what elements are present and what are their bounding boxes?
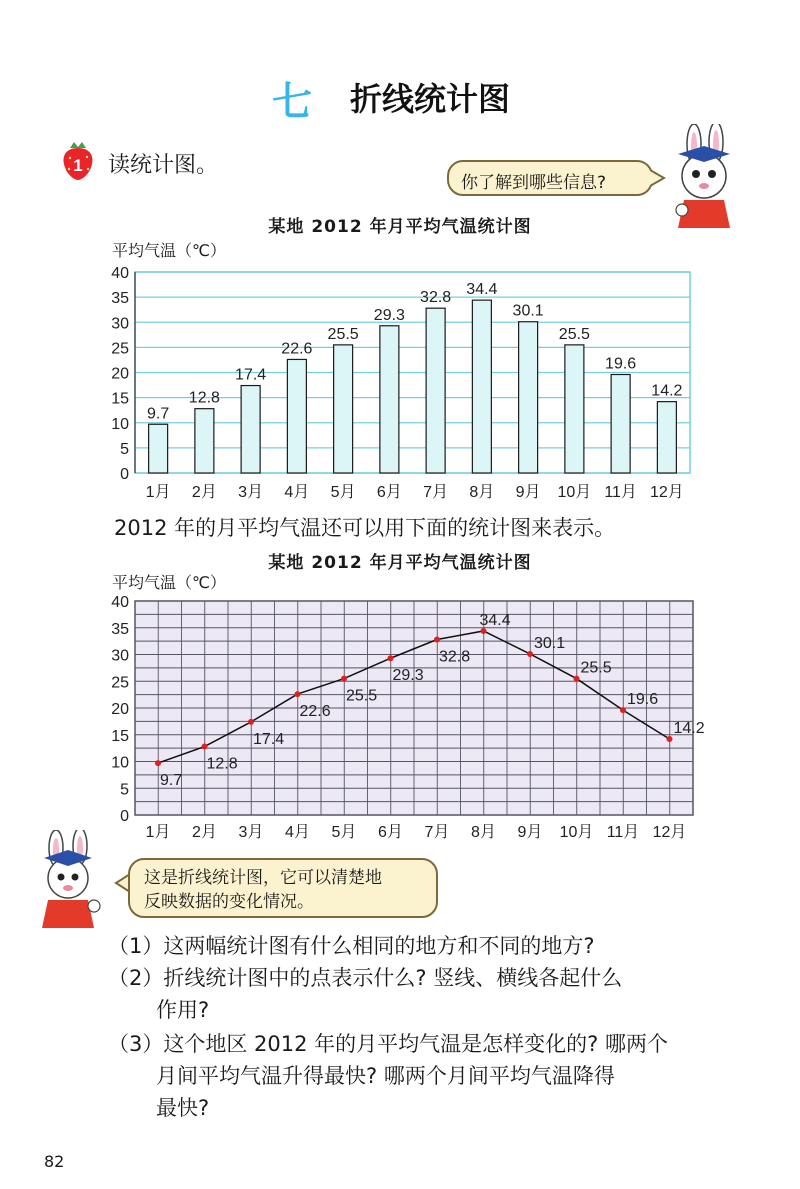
data-point bbox=[155, 760, 161, 766]
data-label: 14.2 bbox=[673, 720, 705, 738]
data-point bbox=[341, 676, 347, 682]
data-label: 25.5 bbox=[327, 325, 359, 343]
chart2-ylabel: 平均气温（℃） bbox=[112, 573, 226, 592]
speech-bubble bbox=[128, 858, 438, 918]
y-tick-label: 25 bbox=[111, 340, 129, 358]
data-label: 14.2 bbox=[651, 382, 683, 400]
question-text: 这个地区 2012 年的月平均气温是怎样变化的? 哪两个 bbox=[163, 1032, 668, 1056]
data-label: 29.3 bbox=[392, 667, 424, 685]
x-tick-label: 2月 bbox=[192, 824, 217, 841]
question-number: （1） bbox=[108, 934, 164, 958]
x-tick-label: 3月 bbox=[238, 484, 264, 501]
x-tick-label: 1月 bbox=[145, 824, 171, 841]
data-label: 25.5 bbox=[558, 325, 590, 343]
bubble-text: 你了解到哪些信息? bbox=[461, 173, 607, 193]
question-2-continued: 作用? bbox=[156, 998, 210, 1022]
x-tick-label: 12月 bbox=[649, 484, 684, 501]
chart1-title: 某地 2012 年月平均气温统计图 bbox=[268, 217, 532, 237]
data-point bbox=[667, 736, 673, 742]
x-tick-label: 5月 bbox=[331, 824, 357, 841]
page-number: 82 bbox=[44, 1152, 65, 1171]
x-tick-label: 9月 bbox=[517, 824, 543, 841]
x-tick-label: 7月 bbox=[423, 484, 449, 501]
y-tick-label: 0 bbox=[120, 808, 129, 825]
x-tick-label: 8月 bbox=[469, 484, 495, 501]
data-label: 32.8 bbox=[420, 289, 452, 307]
data-label: 25.5 bbox=[580, 659, 612, 677]
data-point bbox=[574, 676, 580, 682]
y-tick-label: 15 bbox=[111, 727, 129, 745]
data-label: 34.4 bbox=[466, 281, 498, 299]
question-2 bbox=[108, 962, 622, 994]
x-tick-label: 2月 bbox=[191, 484, 217, 501]
data-label: 17.4 bbox=[253, 730, 285, 748]
data-label: 9.7 bbox=[160, 772, 183, 790]
question-3-continued: 月间平均气温升得最快? 哪两个月间平均气温降得 bbox=[156, 1064, 615, 1088]
x-tick-label: 1月 bbox=[145, 484, 171, 501]
y-tick-label: 40 bbox=[111, 265, 129, 282]
bubble-text-line2: 反映数据的变化情况。 bbox=[144, 892, 314, 912]
x-tick-label: 6月 bbox=[376, 484, 402, 501]
data-point bbox=[388, 655, 394, 661]
data-point bbox=[248, 719, 254, 725]
y-tick-label: 30 bbox=[111, 647, 129, 665]
data-label: 19.6 bbox=[605, 355, 637, 373]
x-tick-label: 10月 bbox=[559, 824, 594, 841]
x-tick-label: 12月 bbox=[652, 824, 687, 841]
x-tick-label: 11月 bbox=[606, 824, 640, 841]
y-tick-label: 20 bbox=[111, 701, 129, 718]
data-label: 22.6 bbox=[299, 703, 331, 721]
question-3 bbox=[108, 1028, 668, 1060]
data-label: 25.5 bbox=[346, 687, 378, 705]
y-tick-label: 40 bbox=[111, 594, 129, 611]
chapter-title: 折线统计图 bbox=[350, 80, 511, 118]
chart1-ylabel: 平均气温（℃） bbox=[112, 241, 226, 260]
y-tick-label: 25 bbox=[111, 674, 129, 692]
data-label: 17.4 bbox=[235, 366, 267, 384]
data-label: 12.8 bbox=[206, 755, 238, 773]
task-badge-number: 1 bbox=[73, 156, 83, 175]
question-number: （2） bbox=[108, 966, 164, 990]
y-tick-label: 30 bbox=[111, 315, 129, 333]
data-label: 34.4 bbox=[479, 611, 511, 629]
y-tick-label: 0 bbox=[120, 466, 129, 483]
x-tick-label: 7月 bbox=[424, 824, 450, 841]
x-tick-label: 9月 bbox=[515, 484, 541, 501]
x-tick-label: 3月 bbox=[238, 824, 264, 841]
x-tick-label: 11月 bbox=[604, 484, 637, 501]
question-3-continued-2: 最快? bbox=[156, 1096, 210, 1120]
x-tick-label: 6月 bbox=[378, 824, 403, 841]
x-tick-label: 10月 bbox=[557, 484, 592, 501]
chart2-title: 某地 2012 年月平均气温统计图 bbox=[268, 553, 532, 573]
x-tick-label: 4月 bbox=[285, 824, 310, 841]
data-point bbox=[527, 651, 533, 657]
y-tick-label: 35 bbox=[111, 620, 129, 638]
y-tick-label: 5 bbox=[120, 440, 129, 458]
data-label: 30.1 bbox=[534, 634, 566, 652]
x-tick-label: 5月 bbox=[330, 484, 356, 501]
y-tick-label: 5 bbox=[120, 781, 129, 799]
data-point bbox=[620, 707, 626, 713]
task-instruction: 读统计图。 bbox=[108, 153, 219, 178]
chapter-number: 七 bbox=[272, 79, 312, 125]
data-label: 9.7 bbox=[147, 405, 170, 423]
question-1 bbox=[108, 930, 595, 962]
x-tick-label: 4月 bbox=[284, 484, 310, 501]
y-tick-label: 10 bbox=[111, 415, 129, 433]
data-label: 19.6 bbox=[627, 691, 659, 709]
data-point bbox=[295, 691, 301, 697]
data-label: 30.1 bbox=[512, 302, 544, 320]
y-tick-label: 20 bbox=[111, 365, 129, 383]
rabbit-mascot-icon bbox=[30, 830, 110, 930]
data-point bbox=[434, 637, 440, 643]
question-text: 这两幅统计图有什么相同的地方和不同的地方? bbox=[163, 934, 595, 958]
data-label: 29.3 bbox=[373, 306, 405, 324]
question-text: 折线统计图中的点表示什么? 竖线、横线各起什么 bbox=[163, 966, 623, 990]
y-tick-label: 10 bbox=[111, 754, 129, 772]
x-tick-label: 8月 bbox=[471, 824, 496, 841]
question-number: （3） bbox=[108, 1032, 164, 1056]
data-point bbox=[202, 744, 208, 750]
transition-text: 2012 年的月平均气温还可以用下面的统计图来表示。 bbox=[114, 516, 616, 540]
data-label: 32.8 bbox=[439, 648, 471, 666]
data-label: 22.6 bbox=[281, 340, 313, 358]
data-label: 12.8 bbox=[188, 389, 220, 407]
y-tick-label: 15 bbox=[111, 390, 129, 408]
y-tick-label: 35 bbox=[111, 290, 129, 308]
bubble-text-line1: 这是折线统计图，它可以清楚地 bbox=[144, 868, 382, 888]
